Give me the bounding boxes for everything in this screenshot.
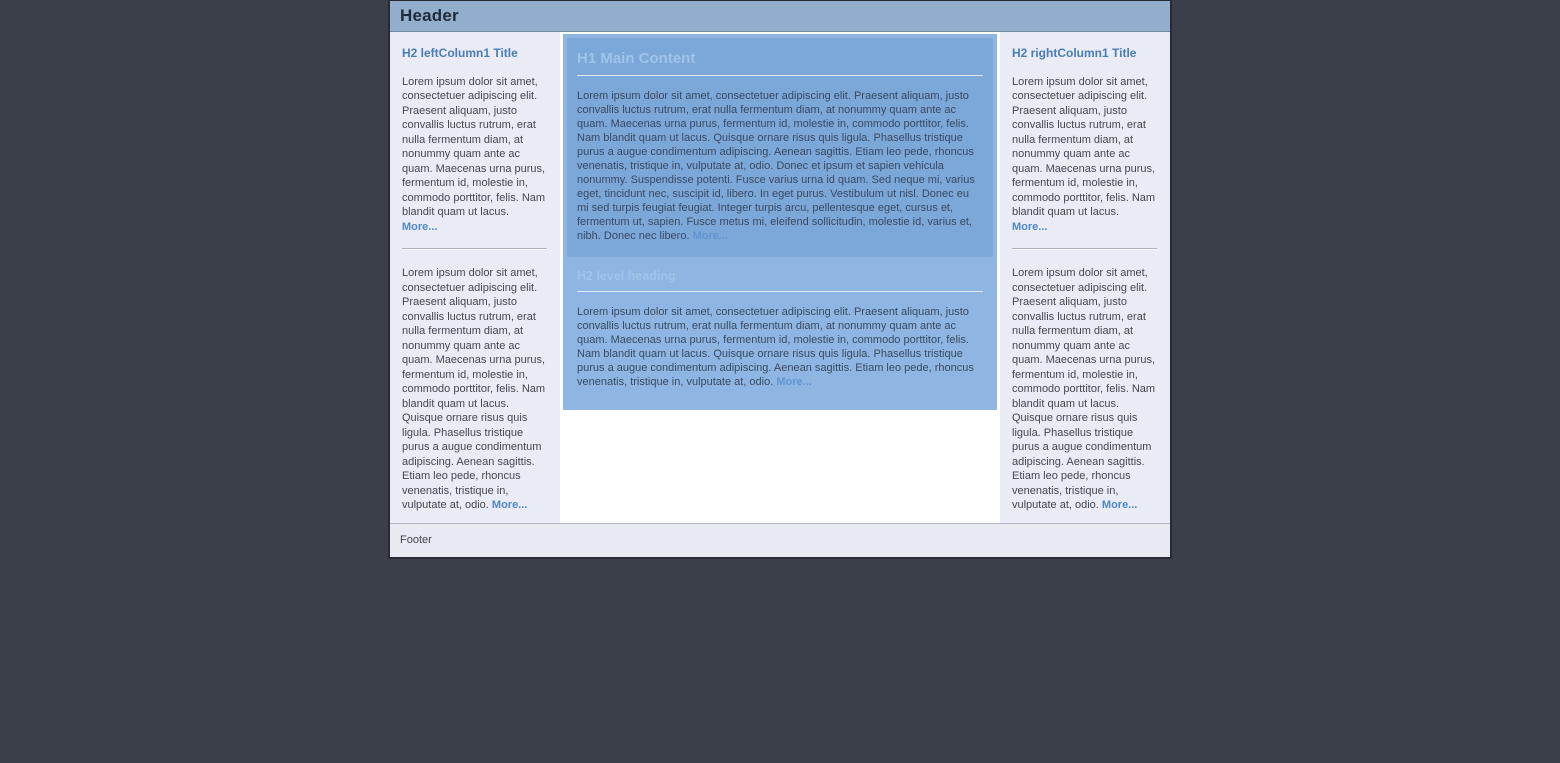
more-link[interactable]: More... bbox=[1012, 220, 1048, 233]
footer-label: Footer bbox=[400, 533, 432, 546]
page-header bbox=[390, 1, 1170, 32]
main-intro-paragraph bbox=[577, 89, 983, 243]
more-link[interactable]: More... bbox=[776, 376, 812, 388]
header-title: Header bbox=[400, 6, 459, 25]
subsection-title: H2 level heading bbox=[577, 265, 983, 292]
paragraph-text: Lorem ipsum dolor sit amet, consectetuer adipiscing elit. Praesent aliquam, justo convallis luctus rutrum, erat nulla fermentum diam, at nonummy quam ante ac quam. Maecenas urna purus, fermentum id, molestie in, commodo porttitor, felis. Nam blandit quam ut lacus. Quisque ornare risus quis ligula. Phasellus tristique purus a augue condimentum adipiscing. Aenean sagittis. Etiam leo pede, rhoncus venenatis, tristique in, vulputate at, odio. bbox=[402, 267, 546, 511]
more-link[interactable]: More... bbox=[1101, 499, 1138, 511]
paragraph-text: Lorem ipsum dolor sit amet, consectetuer adipiscing elit. Praesent aliquam, justo convallis luctus rutrum, erat nulla fermentum diam, at nonummy quam ante ac quam. Maecenas urna purus, fermentum id, molestie in, commodo porttitor, felis. Nam blandit quam ut lacus. Quisque ornare risus quis ligula. Phasellus tristique purus a augue condimentum adipiscing. Aenean sagittis. Etiam leo pede, rhoncus venenatis, tristique in, vulputate at, odio. bbox=[577, 306, 974, 388]
columns-wrapper bbox=[390, 32, 1170, 523]
page-footer bbox=[390, 523, 1170, 557]
left-column-title: H2 leftColumn1 Title bbox=[402, 46, 518, 60]
right-column-paragraph-2 bbox=[1012, 266, 1157, 513]
column-divider bbox=[1012, 248, 1157, 250]
more-link[interactable]: More... bbox=[692, 230, 729, 242]
more-link[interactable]: More... bbox=[402, 220, 438, 233]
main-content bbox=[563, 34, 997, 410]
right-column-paragraph-1 bbox=[1012, 75, 1157, 235]
left-column bbox=[390, 32, 560, 523]
main-subsection bbox=[567, 257, 993, 403]
more-link[interactable]: More... bbox=[491, 499, 528, 511]
right-column bbox=[1000, 32, 1170, 523]
center-column bbox=[560, 32, 1000, 523]
right-column-title: H2 rightColumn1 Title bbox=[1012, 46, 1137, 60]
paragraph-text: Lorem ipsum dolor sit amet, consectetuer adipiscing elit. Praesent aliquam, justo convallis luctus rutrum, erat nulla fermentum diam, at nonummy quam ante ac quam. Maecenas urna purus, fermentum id, molestie in, commodo porttitor, felis. Nam blandit quam ut lacus. Quisque ornare risus quis ligula. Phasellus tristique purus a augue condimentum adipiscing. Aenean sagittis. Etiam leo pede, rhoncus venenatis, tristique in, vulputate at, odio. Donec et ipsum et sapien vehicula nonummy. Suspendisse potenti. Fusce varius urna id quam. Sed neque mi, varius eget, tincidunt nec, suscipit id, libero. In eget purus. Vestibulum ut nisl. Donec eu mi sed turpis feugiat feugiat. Integer turpis arcu, pellentesque eget, cursus et, fermentum ut, sapien. Fusce metus mi, eleifend sollicitudin, molestie id, varius et, nibh. Donec nec libero. bbox=[577, 90, 975, 242]
subsection-paragraph bbox=[577, 305, 983, 389]
paragraph-text: Lorem ipsum dolor sit amet, consectetuer adipiscing elit. Praesent aliquam, justo convallis luctus rutrum, erat nulla fermentum diam, at nonummy quam ante ac quam. Maecenas urna purus, fermentum id, molestie in, commodo porttitor, felis. Nam blandit quam ut lacus. Quisque ornare risus quis ligula. Phasellus tristique purus a augue condimentum adipiscing. Aenean sagittis. Etiam leo pede, rhoncus venenatis, tristique in, vulputate at, odio. bbox=[1012, 267, 1156, 511]
main-intro-section bbox=[567, 38, 993, 257]
column-divider bbox=[402, 248, 547, 250]
left-column-paragraph-2 bbox=[402, 266, 547, 513]
main-title: H1 Main Content bbox=[577, 46, 983, 76]
left-column-paragraph-1 bbox=[402, 75, 547, 235]
paragraph-text: Lorem ipsum dolor sit amet, consectetuer adipiscing elit. Praesent aliquam, justo convallis luctus rutrum, erat nulla fermentum diam, at nonummy quam ante ac quam. Maecenas urna purus, fermentum id, molestie in, commodo porttitor, felis. Nam blandit quam ut lacus. bbox=[402, 75, 546, 218]
page-container bbox=[388, 0, 1172, 559]
paragraph-text: Lorem ipsum dolor sit amet, consectetuer adipiscing elit. Praesent aliquam, justo convallis luctus rutrum, erat nulla fermentum diam, at nonummy quam ante ac quam. Maecenas urna purus, fermentum id, molestie in, commodo porttitor, felis. Nam blandit quam ut lacus. bbox=[1012, 75, 1156, 218]
